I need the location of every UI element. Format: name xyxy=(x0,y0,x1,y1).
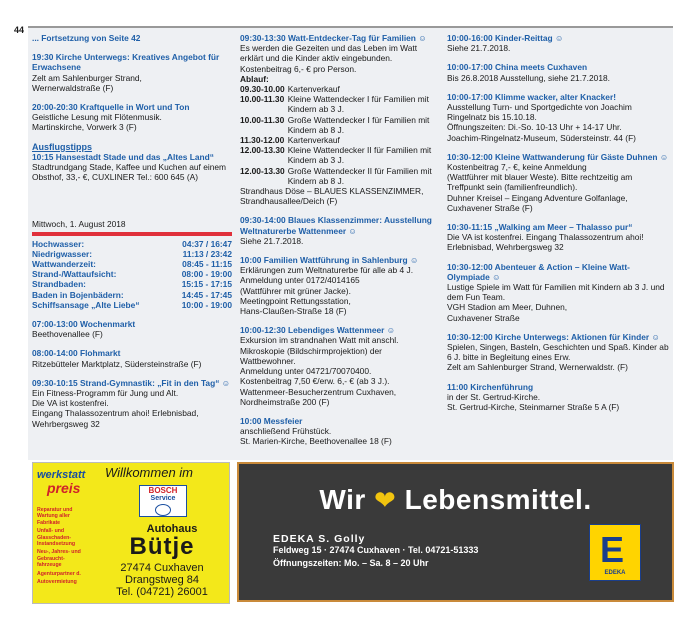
event-item xyxy=(447,62,669,82)
welcome-text: Willkommen im xyxy=(105,465,193,480)
event-text: St. Gertrud-Kirche, Steinmarner Straße 5 A (F) xyxy=(447,402,620,413)
event-text: Wattenmeer-Besucherzentrum Cuxhaven, xyxy=(240,386,397,397)
schedule-row xyxy=(240,84,438,94)
schedule-time: 12.00-13.30 xyxy=(240,145,285,156)
event-text: Ritzebütteler Marktplatz, Südersteinstraße (F) xyxy=(32,358,202,369)
event-text: Meetingpoint Rettungsstation, xyxy=(240,295,351,306)
event-text: Joachim-Ringelnatz-Museum, Südersteinstr. 44 (F) xyxy=(447,132,636,143)
event-text: Duhner Kreisel – Eingang Adventure Golfanlage, Cuxhavener Straße (F) xyxy=(447,192,628,213)
service-line: Reparatur und Wartung aller Fabrikate xyxy=(37,507,73,526)
edeka-ad xyxy=(237,462,674,602)
section-heading: Ausflugstipps xyxy=(32,141,92,152)
event-title: 09:30-10:15 Strand-Gymnastik: „Fit in den Tag“ ☺ xyxy=(32,377,231,388)
heart-icon: ❤ xyxy=(374,485,397,515)
event-text: Spielen, Singen, Basteln, Geschichten und Spaß. Kinder ab 6 J. bitte in Begleitung eines Erw. xyxy=(447,342,669,363)
event-text: Öffnungszeiten: Di.-So. 10-13 Uhr + 14-17 Uhr. xyxy=(447,122,622,133)
event-title: 09:30-14:00 Blaues Klassenzimmer: Ausstellung Weltnaturerbe Wattenmeer ☺ xyxy=(240,215,432,236)
event-text: Geistliche Lesung mit Flötenmusik. xyxy=(32,112,162,123)
event-item xyxy=(32,348,232,368)
ad-address-city: 27474 Cuxhaven xyxy=(120,562,204,574)
event-text: Es werden die Gezeiten und das Leben im Watt erklärt und die Kinder aktiv eingebunden. xyxy=(240,43,418,64)
autohaus-ad xyxy=(32,462,230,604)
event-text: Erklärungen zum Weltnaturerbe für alle ab 4 J. xyxy=(240,265,414,276)
store-address: Feldweg 15 · 27474 Cuxhaven · Tel. 04721-51333 xyxy=(273,545,479,556)
event-title: 10:30-11:15 „Walking am Meer – Thalasso pur“ xyxy=(447,222,633,233)
tide-value: 04:37 / 16:47 xyxy=(182,238,232,249)
event-title: 10:00-17:00 China meets Cuxhaven xyxy=(447,62,588,73)
event-text: Stadtrundgang Stade, Kaffee und Kuchen auf einem Obsthof, 33,- €, CUXLINER Tel.: 600 645 (A) xyxy=(32,162,227,183)
event-title: 10:30-12:00 Kleine Wattwanderung für Gäste Duhnen ☺ xyxy=(447,151,669,162)
event-title: 10:30-12:00 Abenteuer & Action – Kleine Watt-Olympiade ☺ xyxy=(447,261,630,282)
event-title: 10:15 Hansestadt Stade und das „Altes Land“ xyxy=(32,151,214,162)
schedule-desc: Große Wattendecker II für Familien mit Kindern ab 8 J. xyxy=(287,165,432,186)
tide-value: 08:00 - 19:00 xyxy=(181,269,232,280)
edeka-logo: E EDEKA xyxy=(589,524,641,581)
event-text: Nordheimstraße 200 (F) xyxy=(240,396,330,407)
event-item xyxy=(32,319,232,339)
event-text: Hans-Claußen-Straße 18 (F) xyxy=(240,306,347,317)
event-text: Die VA ist kostenfrei. Eingang Thalassozentrum ahoi! Erlebnisbad, Wehrbergsweg 32 xyxy=(447,232,644,253)
service-line: Neu-, Jahres- und Gebraucht-fahrzeuge xyxy=(37,549,81,569)
schedule-time: 11.30-12.00 xyxy=(240,135,285,146)
event-title: 10:00 Messfeier xyxy=(240,415,303,426)
schedule-row xyxy=(240,166,438,186)
tide-row xyxy=(32,259,232,269)
service-line: Unfall- und Glasschaden-Instandsetzung xyxy=(37,528,76,548)
event-text: in der St. Gertrud-Kirche. xyxy=(447,391,541,402)
event-text: Ausstellung Turn- und Sportgedichte von Joachim Ringelnatz bis 15.10.18. xyxy=(447,102,632,123)
event-text: Bis 26.8.2018 Ausstellung, siehe 21.7.2018. xyxy=(447,72,610,83)
event-text: Zelt am Sahlenburger Strand, xyxy=(32,72,142,83)
tide-label: Schiffsansage „Alte Liebe“ xyxy=(32,299,140,310)
event-item xyxy=(240,255,438,316)
schedule-time: 10.00-11.30 xyxy=(240,94,285,105)
date-heading: Mittwoch, 1. August 2018 xyxy=(32,219,126,230)
event-title: 07:00-13:00 Wochenmarkt xyxy=(32,319,136,330)
autohaus-name: Bütje xyxy=(129,533,195,560)
event-item xyxy=(32,52,232,93)
event-title: 09:30-13:30 Watt-Entdecker-Tag für Familien ☺ xyxy=(240,33,427,43)
store-name: EDEKA S. Golly xyxy=(273,533,366,545)
event-title: 10:00 Familien Wattführung in Sahlenburg ☺ xyxy=(240,255,419,266)
tide-label: Hochwasser: xyxy=(32,238,85,249)
event-text: Strandhaus Döse – BLAUES KLASSENZIMMER, Strandhausallee/Deich (F) xyxy=(240,186,424,207)
event-item xyxy=(447,262,669,323)
event-item xyxy=(447,92,669,143)
tide-row xyxy=(32,249,232,259)
tide-label: Strand-/Wattaufsicht: xyxy=(32,269,117,280)
event-item xyxy=(447,152,669,213)
event-title: 10:00-17:00 Klimme wacker, alter Knacker! xyxy=(447,91,616,102)
event-title: 19:30 Kirche Unterwegs: Kreatives Angebot für Erwachsene xyxy=(32,52,220,73)
event-text: Lustige Spiele im Watt für Familien mit Kindern ab 3 J. und dem Fun Team. xyxy=(447,282,665,303)
schedule-desc: Kartenverkauf xyxy=(287,135,340,146)
event-text: Anmeldung unter 0172/4014165 xyxy=(240,275,360,286)
event-text: Ablauf: xyxy=(240,73,269,84)
event-text: (Wattführer mit grüner Jacke). xyxy=(240,285,351,296)
event-text: VGH Stadion am Meer, Duhnen, xyxy=(447,302,568,313)
tide-row xyxy=(32,269,232,279)
ad-address-street: Drangstweg 84 xyxy=(125,574,199,586)
tide-row xyxy=(32,300,232,310)
schedule-row xyxy=(240,115,438,135)
store-info xyxy=(273,534,478,570)
event-text: Eingang Thalassozentrum ahoi! Erlebnisbad, Wehrbergsweg 32 xyxy=(32,408,199,429)
event-text: Die VA ist kostenfrei. xyxy=(32,398,109,409)
event-item xyxy=(447,33,669,53)
event-title: 11:00 Kirchenführung xyxy=(447,381,534,392)
event-item xyxy=(447,382,669,413)
tide-label: Niedrigwasser: xyxy=(32,248,93,259)
schedule-time: 12.00-13.30 xyxy=(240,165,285,176)
werkstatt-logo: werkstatt preis xyxy=(37,469,86,496)
event-text: Kostenbeitrag 7,- €, keine Anmeldung xyxy=(447,162,587,173)
ad-telephone: Tel. (04721) 26001 xyxy=(116,586,208,598)
tide-label: Baden in Bojenbädern: xyxy=(32,289,124,300)
event-text: Ein Fitness-Programm für Jung und Alt. xyxy=(32,388,179,399)
schedule-desc: Kleine Wattendecker II für Familien mit Kindern ab 3 J. xyxy=(287,145,432,166)
event-item xyxy=(240,325,438,407)
tide-label: Strandbaden: xyxy=(32,279,86,290)
slogan: Wir ❤ Lebensmittel. xyxy=(319,484,592,515)
event-text: anschließend Frühstück. xyxy=(240,426,332,437)
column-3 xyxy=(447,33,669,421)
tide-value: 11:13 / 23:42 xyxy=(182,248,232,259)
event-item xyxy=(240,215,438,246)
event-title: 08:00-14:00 Flohmarkt xyxy=(32,348,121,359)
event-item xyxy=(240,33,438,206)
schedule-desc: Kleine Wattendecker I für Familien mit Kindern ab 3 J. xyxy=(287,94,429,115)
event-text: Anmeldung unter 04721/70070400. xyxy=(240,366,372,377)
event-text: Martinskirche, Vorwerk 3 (F) xyxy=(32,122,137,133)
bosch-service-logo: BOSCH Service xyxy=(139,485,187,517)
event-text: St. Marien-Kirche, Beethovenallee 18 (F) xyxy=(240,436,392,447)
event-title: 20:00-20:30 Kraftquelle in Wort und Ton xyxy=(32,102,190,113)
tide-row xyxy=(32,239,232,249)
tide-value: 10:00 - 19:00 xyxy=(181,299,232,310)
tide-value: 14:45 - 17:45 xyxy=(181,289,232,300)
column-2 xyxy=(240,33,438,456)
schedule-row xyxy=(240,145,438,165)
service-line: Agenturpartner d. xyxy=(37,570,81,577)
event-title: 10:30-12:00 Kirche Unterwegs: Aktionen für Kinder ☺ xyxy=(447,331,661,342)
event-title: 10:00-12:30 Lebendiges Wattenmeer ☺ xyxy=(240,325,396,336)
event-text: Cuxhavener Straße xyxy=(447,312,520,323)
event-item xyxy=(447,332,669,373)
continued-note: ... Fortsetzung von Seite 42 xyxy=(32,33,141,43)
store-hours: Öffnungszeiten: Mo. – Sa. 8 – 20 Uhr xyxy=(273,558,429,569)
tide-row xyxy=(32,290,232,300)
event-text: Zelt am Sahlenburger Strand, Wernerwaldstr. (F) xyxy=(447,362,628,373)
schedule-table xyxy=(240,84,438,186)
event-item xyxy=(32,102,232,133)
autohaus-label: Autohaus xyxy=(146,523,198,535)
event-text: Kostenbeitrag 6,- € pro Person. xyxy=(240,63,357,74)
event-title: 10:00-16:00 Kinder-Reittag ☺ xyxy=(447,33,564,43)
event-text: Wernerwaldstraße (F) xyxy=(32,82,114,93)
tide-row xyxy=(32,279,232,289)
service-list xyxy=(37,507,87,587)
schedule-desc: Kartenverkauf xyxy=(287,84,340,95)
schedule-time: 09.30-10.00 xyxy=(240,84,285,95)
tide-table xyxy=(32,239,232,310)
tide-value: 08:45 - 11:15 xyxy=(182,259,232,270)
event-item xyxy=(32,152,232,183)
schedule-row xyxy=(240,94,438,114)
schedule-time: 10.00-11.30 xyxy=(240,114,285,125)
event-text: Kostenbeitrag 7,50 €/erw. 6,- € (ab 3 J.). xyxy=(240,376,390,387)
event-text: Exkursion im strandnahen Watt mit anschl. Mikroskopie (Bildschirmprojektion) der Wattbewohner. xyxy=(240,335,399,366)
event-item xyxy=(32,378,232,429)
event-item xyxy=(240,416,438,447)
event-text: Beethovenallee (F) xyxy=(32,329,103,340)
tide-label: Wattwanderzeit: xyxy=(32,259,96,270)
event-text: Siehe 21.7.2018. xyxy=(240,235,304,246)
schedule-row xyxy=(240,135,438,145)
bosch-icon xyxy=(155,504,171,516)
tide-value: 15:15 - 17:15 xyxy=(181,279,232,290)
column-1 xyxy=(32,33,232,438)
service-line: Autovermietung xyxy=(37,579,77,586)
event-text: (Wattführer mit blauer Weste). Bitte rechtzeitig am Treffpunkt sein (familienfreundlich). xyxy=(447,172,633,193)
schedule-desc: Große Wattendecker I für Familien mit Kindern ab 8 J. xyxy=(287,114,430,135)
page-number: 44 xyxy=(14,25,25,35)
event-item xyxy=(447,222,669,253)
date-divider xyxy=(32,232,232,236)
event-text: Siehe 21.7.2018. xyxy=(447,43,511,54)
